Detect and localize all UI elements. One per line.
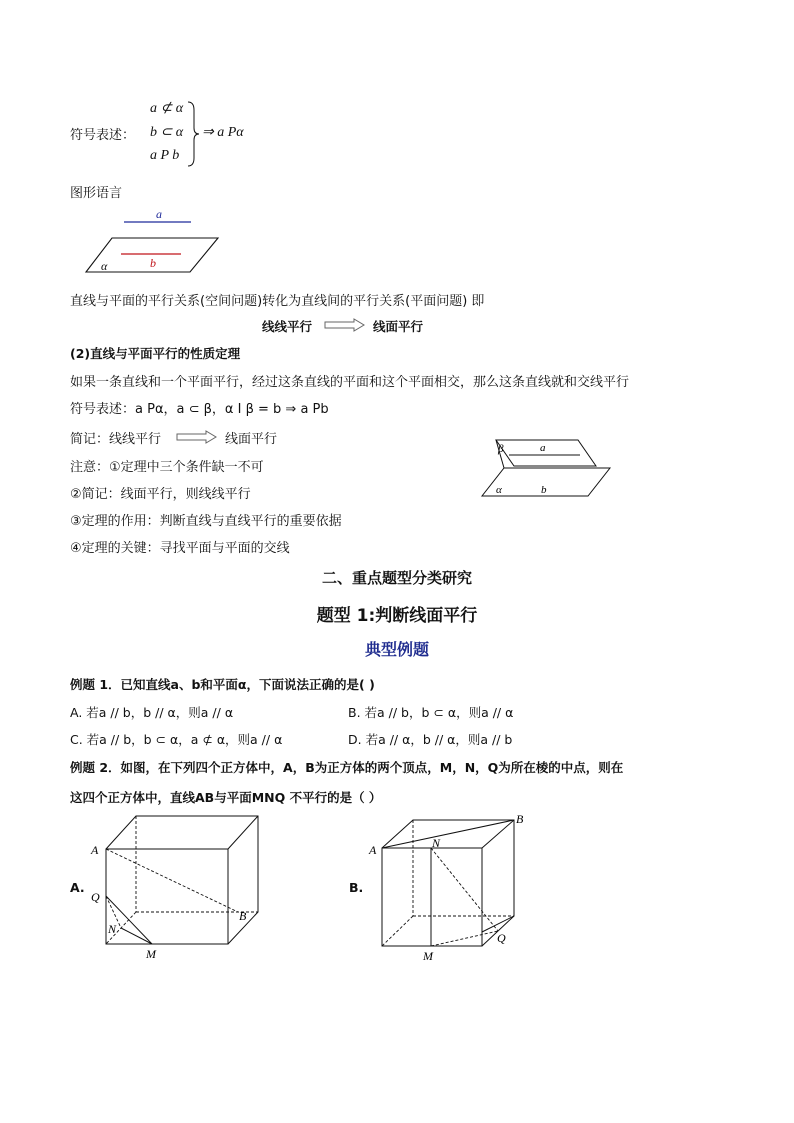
cube-a-point-Q: Q bbox=[91, 890, 100, 904]
cube-a-vertex-B: B bbox=[239, 909, 247, 923]
right-brace-icon bbox=[186, 100, 200, 168]
line-a-label: a bbox=[156, 207, 162, 221]
property-symbol: 符号表述：a Pα，a ⊂ β，α I β = b ⇒ a Pb bbox=[70, 402, 329, 417]
cube-b-point-Q: Q bbox=[497, 931, 506, 945]
cube-b-vertex-A: A bbox=[369, 843, 377, 857]
transform-text: 直线与平面的平行关系(空间问题)转化为直线间的平行关系(平面问题) 即 bbox=[70, 294, 485, 309]
hollow-arrow-icon bbox=[324, 318, 366, 332]
b-label: b bbox=[541, 484, 547, 496]
cube-b-vertex-B: B bbox=[516, 812, 524, 826]
figure-lang-label: 图形语言 bbox=[70, 186, 123, 201]
property-brief-label: 简记：线线平行 bbox=[70, 432, 162, 447]
symbol-result: ⇒ a Pα bbox=[202, 125, 244, 140]
line-b-label: b bbox=[150, 256, 156, 270]
plane-alpha-label: α bbox=[101, 259, 108, 273]
property-note-3: ③定理的作用：判断直线与直线平行的重要依据 bbox=[70, 514, 342, 529]
example1-option-a: A. 若a // b，b // α，则a // α bbox=[70, 705, 234, 720]
examples-title: 典型例题 bbox=[364, 640, 429, 659]
cube-b-point-N: N bbox=[432, 836, 441, 850]
property-note-1: 注意：①定理中三个条件缺一不可 bbox=[70, 460, 264, 475]
example2-line2: 这四个正方体中，直线AB与平面MNQ 不平行的是（ ） bbox=[70, 790, 382, 805]
cube-a-point-N: N bbox=[108, 922, 117, 936]
symbol-line-2: b ⊂ α bbox=[150, 125, 184, 140]
line-plane-figure bbox=[84, 205, 224, 277]
example1-stem: 例题 1．已知直线a、b和平面α，下面说法正确的是( ) bbox=[70, 677, 375, 692]
property-heading: (2)直线与平面平行的性质定理 bbox=[70, 346, 241, 361]
alpha-label: α bbox=[496, 484, 502, 496]
example1-option-b: B. 若a // b，b ⊂ α，则a // α bbox=[348, 705, 514, 720]
a-label: a bbox=[540, 442, 546, 454]
transform-from: 线线平行 bbox=[262, 319, 313, 334]
symbol-line-3: a P b bbox=[150, 148, 180, 163]
cube-a-figure bbox=[88, 812, 258, 962]
hollow-arrow-icon bbox=[176, 430, 218, 444]
symbol-line-1: a ⊄ α bbox=[150, 101, 184, 116]
property-note-2: ②简记：线面平行，则线线平行 bbox=[70, 487, 251, 502]
cube-b-point-M: M bbox=[423, 949, 433, 963]
symbol-label: 符号表述： bbox=[70, 128, 136, 143]
plane-beta bbox=[496, 440, 596, 466]
cube-b-option-label: B. bbox=[349, 880, 364, 895]
type-title: 题型 1:判断线面平行 bbox=[316, 606, 478, 626]
property-note-4: ④定理的关键：寻找平面与平面的交线 bbox=[70, 541, 290, 556]
example2-line1: 例题 2．如图，在下列四个正方体中，A，B为正方体的两个顶点，M，N，Q为所在棱的中点，则在 bbox=[70, 760, 624, 775]
property-statement: 如果一条直线和一个平面平行，经过这条直线的平面和这个平面相交，那么这条直线就和交线平行 bbox=[70, 375, 630, 390]
example1-option-c: C. 若a // b，b ⊂ α，a ⊄ α，则a // α bbox=[70, 732, 283, 747]
cube-a-vertex-A: A bbox=[91, 843, 99, 857]
cube-b-figure bbox=[366, 812, 536, 962]
beta-label: β bbox=[498, 443, 504, 455]
section-title: 二、重点题型分类研究 bbox=[321, 569, 472, 587]
cube-a-option-label: A. bbox=[70, 880, 85, 895]
example1-option-d: D. 若a // α，b // α，则a // b bbox=[348, 732, 513, 747]
transform-to: 线面平行 bbox=[373, 319, 424, 334]
two-planes-figure bbox=[480, 436, 615, 500]
property-brief-to: 线面平行 bbox=[225, 432, 278, 447]
cube-a-point-M: M bbox=[146, 947, 156, 961]
